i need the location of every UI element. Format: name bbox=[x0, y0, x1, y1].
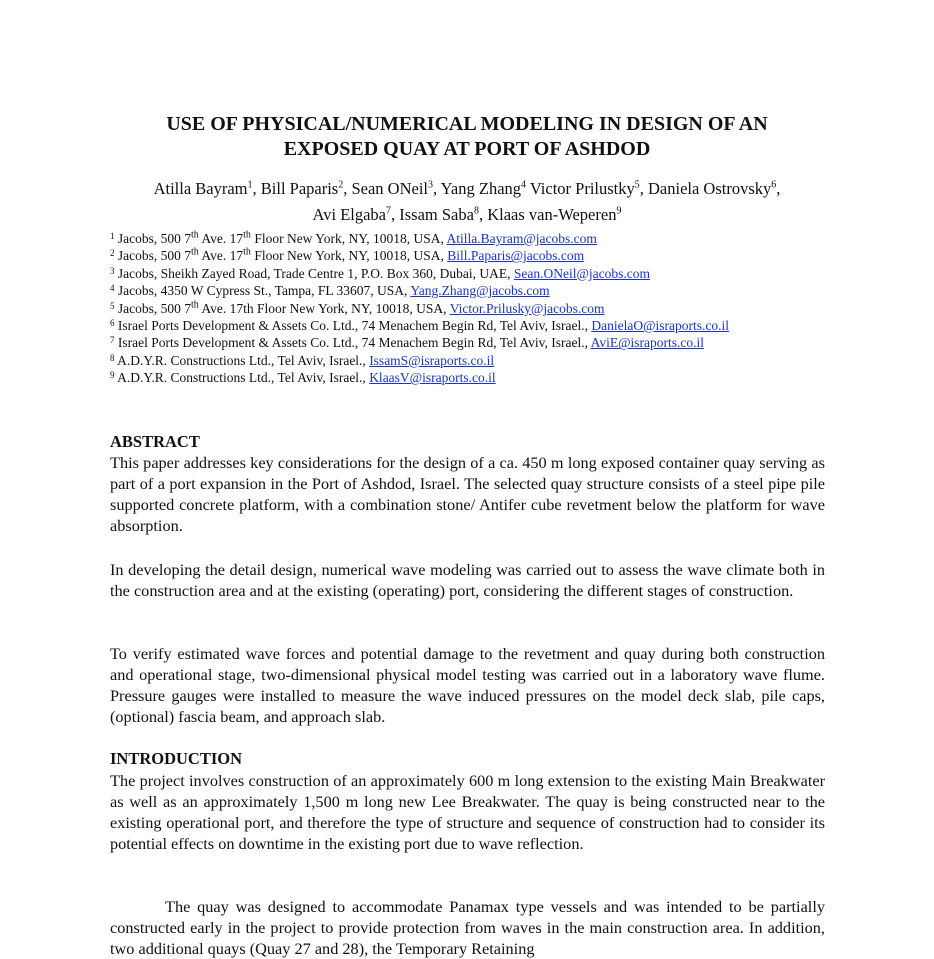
author-separator: , bbox=[252, 179, 261, 198]
author-affiliation-mark: 8 bbox=[473, 205, 479, 217]
affiliation-item bbox=[110, 334, 870, 351]
affiliation-text: Jacobs, Sheikh Zayed Road, Trade Centre 1, P.O. Box 360, Dubai, UAE, bbox=[117, 265, 514, 281]
introduction-paragraph-1: The project involves construction of an approximately 600 m long extension to the existing Main Breakwater as well as an approximately 1,500 m long new Lee Breakwater. The quay is being constructed near to the existing operational port, and therefore the type of structure and sequence of construction had to consider its potential effects on downtime in the existing port due to wave reflection. bbox=[110, 771, 825, 853]
affiliation-email-link[interactable]: Yang.Zhang@jacobs.com bbox=[410, 283, 550, 299]
affiliation-number: 8 bbox=[110, 352, 115, 363]
affiliation-item bbox=[110, 369, 870, 386]
abstract-paragraph-1: This paper addresses key considerations for the design of a ca. 450 m long exposed container quay serving as part of a port expansion in the Port of Ashdod, Israel. The selected quay structure consists of a steel pipe pile supported concrete platform, with a combination stone/ Antifer cube revetment below the platform for wave absorption. bbox=[110, 453, 825, 535]
introduction-heading: INTRODUCTION bbox=[110, 749, 243, 768]
affiliation-number: 9 bbox=[110, 370, 115, 381]
author-name: Issam Saba bbox=[399, 205, 474, 224]
affiliation-item bbox=[110, 230, 870, 247]
affiliation-number: 6 bbox=[110, 318, 115, 329]
affiliation-number: 2 bbox=[110, 248, 115, 259]
author-affiliation-mark: 9 bbox=[616, 205, 622, 217]
author-list bbox=[0, 176, 934, 228]
author-line-2 bbox=[0, 202, 934, 228]
ordinal-suffix: th bbox=[191, 229, 199, 241]
affiliation-text: Floor New York, NY, 10018, USA, bbox=[250, 248, 448, 264]
affiliation-email-link[interactable]: Victor.Prilusky@jacobs.com bbox=[449, 300, 605, 316]
title-line-1: USE OF PHYSICAL/NUMERICAL MODELING IN DESIGN OF AN bbox=[166, 113, 768, 135]
affiliation-text: Ave. 17 bbox=[198, 248, 244, 264]
affiliation-number: 4 bbox=[110, 283, 115, 294]
affiliation-email-link[interactable]: Sean.ONeil@jacobs.com bbox=[513, 265, 650, 281]
affiliation-text: Ave. 17 bbox=[198, 231, 244, 246]
affiliation-text: A.D.Y.R. Constructions Ltd., Tel Aviv, Israel., bbox=[117, 352, 370, 368]
author-line-1 bbox=[0, 176, 934, 202]
affiliation-text: Israel Ports Development & Assets Co. Ltd., 74 Menachem Begin Rd, Tel Aviv, Israel., bbox=[117, 318, 592, 334]
author-affiliation-mark: 3 bbox=[428, 179, 434, 191]
ordinal-suffix: th bbox=[191, 299, 199, 311]
affiliation-item bbox=[110, 247, 870, 264]
author-affiliation-mark: 7 bbox=[386, 205, 392, 217]
author-name: Klaas van-Weperen bbox=[487, 205, 617, 224]
paper-title bbox=[0, 112, 934, 162]
affiliation-text: Jacobs, 500 7 bbox=[117, 248, 191, 264]
affiliation-email-link[interactable]: KlaasV@israports.co.il bbox=[369, 370, 496, 386]
affiliation-email-link[interactable]: IssamS@israports.co.il bbox=[369, 352, 495, 368]
author-name: Atilla Bayram bbox=[153, 179, 248, 198]
affiliation-text: Jacobs, 500 7 bbox=[117, 300, 191, 316]
affiliation-number: 5 bbox=[110, 300, 115, 311]
author-affiliation-mark: 4 bbox=[521, 179, 527, 191]
author-separator: , bbox=[433, 179, 441, 198]
affiliation-text: Israel Ports Development & Assets Co. Ltd., 74 Menachem Begin Rd, Tel Aviv, Israel., bbox=[117, 335, 591, 351]
affiliation-item bbox=[110, 282, 870, 299]
abstract-heading: ABSTRACT bbox=[110, 432, 200, 451]
author-affiliation-mark: 2 bbox=[338, 179, 344, 191]
abstract-paragraph-2: In developing the detail design, numerical wave modeling was carried out to assess the wave climate both in the construction area and at the existing (operating) port, considering the different stages of construction. bbox=[110, 560, 825, 600]
introduction-paragraph-2: The quay was designed to accommodate Panamax type vessels and was intended to be partially constructed early in the project to provide protection from waves in the main construction area. In addition, two additional quays (Quay 27 and 28), the Temporary Retaining bbox=[110, 897, 825, 958]
author-name: Daniela Ostrovsky bbox=[648, 179, 772, 198]
affiliation-number: 7 bbox=[110, 335, 115, 346]
author-affiliation-mark: 6 bbox=[771, 179, 777, 191]
affiliation-text: Jacobs, 500 7 bbox=[117, 231, 191, 246]
affiliation-text: A.D.Y.R. Constructions Ltd., Tel Aviv, Israel., bbox=[117, 370, 370, 386]
abstract-paragraph-3: To verify estimated wave forces and potential damage to the revetment and quay during both construction and operational stage, two-dimensional physical model testing was carried out in a laboratory wave flume. Pressure gauges were installed to measure the wave induced pressures on the model deck slab, pile caps, (optional) fascia beam, and approach slab. bbox=[110, 644, 825, 726]
author-separator: , bbox=[391, 205, 400, 224]
author-separator: , bbox=[343, 179, 352, 198]
ordinal-suffix: th bbox=[243, 246, 251, 258]
affiliation-list bbox=[110, 230, 870, 387]
affiliation-item bbox=[110, 265, 870, 282]
author-separator: , bbox=[776, 179, 781, 198]
author-separator: , bbox=[478, 205, 488, 224]
affiliation-number: 1 bbox=[110, 231, 115, 241]
ordinal-suffix: th bbox=[243, 229, 251, 241]
affiliation-item bbox=[110, 352, 870, 369]
author-affiliation-mark: 1 bbox=[247, 179, 253, 191]
author-name: Yang Zhang bbox=[440, 179, 522, 198]
affiliation-number: 3 bbox=[110, 265, 115, 276]
author-affiliation-mark: 5 bbox=[634, 179, 640, 191]
affiliation-text: Jacobs, 4350 W Cypress St., Tampa, FL 33607, USA, bbox=[117, 283, 411, 299]
affiliation-email-link[interactable]: DanielaO@israports.co.il bbox=[591, 318, 730, 334]
author-name: Sean ONeil bbox=[351, 179, 429, 198]
affiliation-item bbox=[110, 300, 870, 317]
title-line-2: EXPOSED QUAY AT PORT OF ASHDOD bbox=[283, 138, 651, 160]
author-name: Bill Paparis bbox=[260, 179, 339, 198]
author-separator: , bbox=[639, 179, 648, 198]
affiliation-email-link[interactable]: Bill.Paparis@jacobs.com bbox=[447, 248, 585, 264]
author-name: Victor Prilustky bbox=[529, 179, 635, 198]
affiliation-item bbox=[110, 317, 870, 334]
ordinal-suffix: th bbox=[191, 246, 199, 258]
affiliation-email-link[interactable]: Atilla.Bayram@jacobs.com bbox=[446, 231, 597, 246]
affiliation-text: Floor New York, NY, 10018, USA, bbox=[250, 231, 447, 246]
author-name: Avi Elgaba bbox=[312, 205, 387, 224]
affiliation-email-link[interactable]: AviE@israports.co.il bbox=[590, 335, 705, 351]
affiliation-text: Ave. 17th Floor New York, NY, 10018, USA, bbox=[198, 300, 450, 316]
